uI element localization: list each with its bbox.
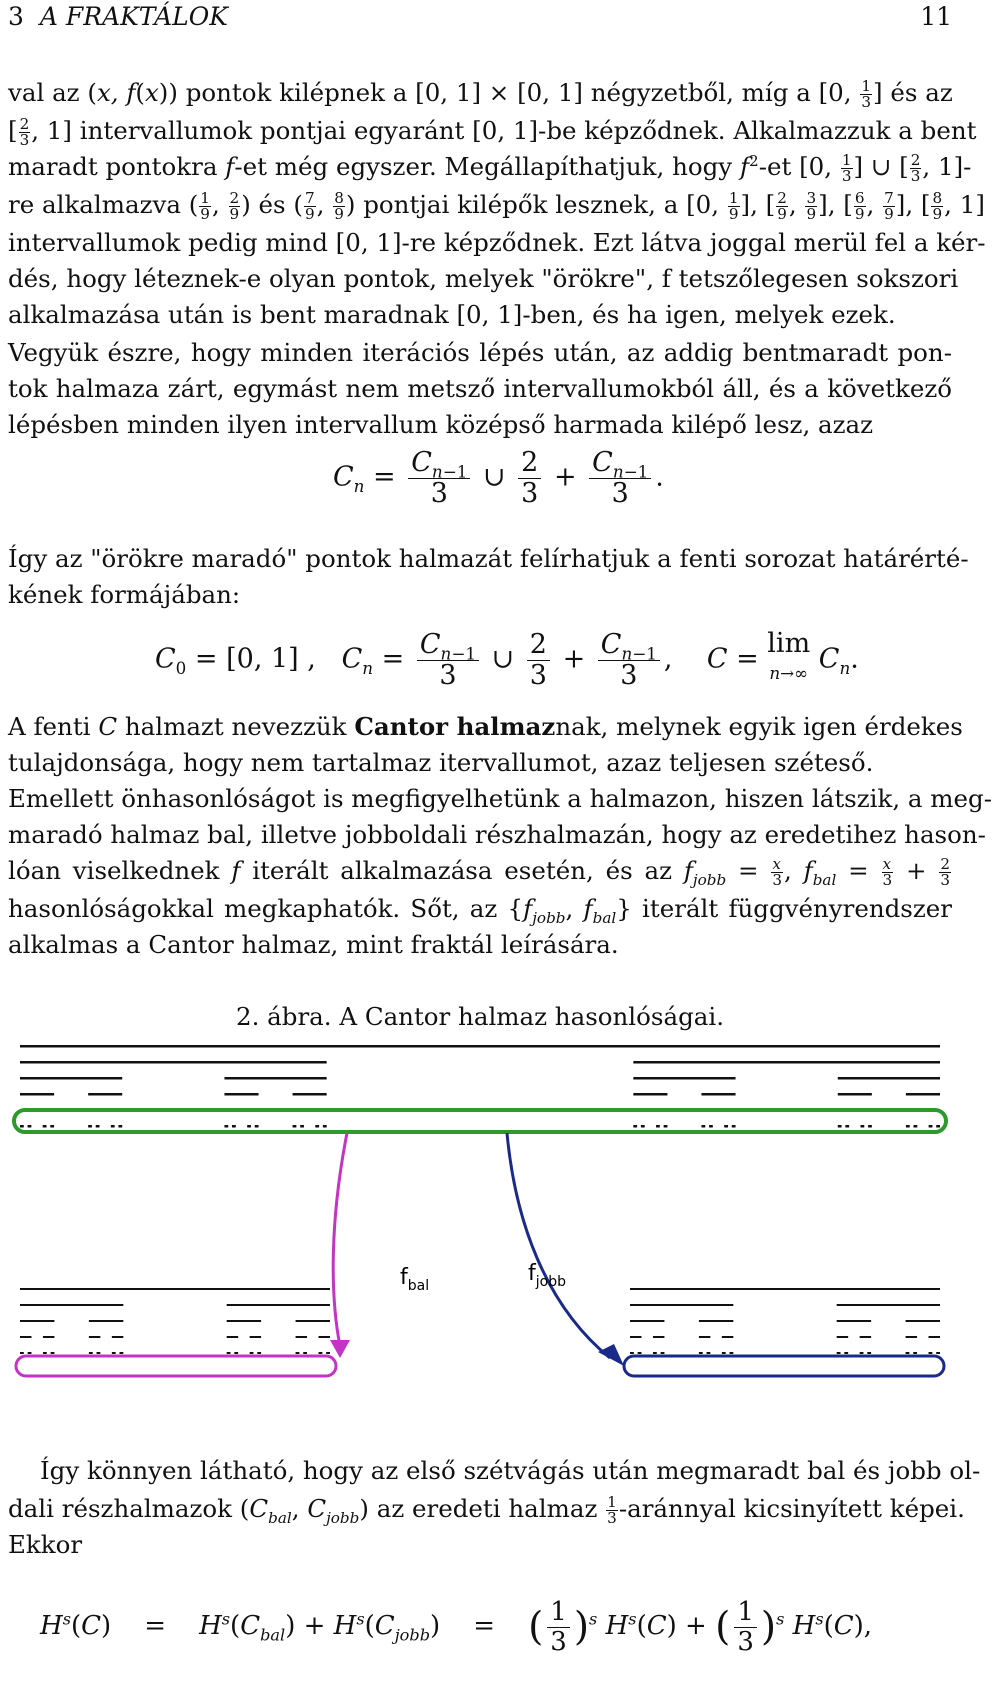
cantor-segment [837,1304,940,1306]
cantor-segment [653,1336,664,1338]
cantor-segment [936,1125,940,1128]
cantor-segment [43,1352,47,1354]
cantor-segment [707,1352,711,1354]
cantor-segment [732,1125,736,1128]
cantor-segment [28,1352,32,1354]
cantor-segment [20,1045,940,1048]
cantor-segment [633,1061,940,1064]
cantor-segment [656,1125,660,1128]
cantor-segment [250,1352,254,1354]
cantor-segment [326,1352,330,1354]
cantor-segment [699,1336,710,1338]
arrow-f-jobb [507,1133,610,1358]
cantor-segment [906,1336,917,1338]
cantor-segment [88,1125,92,1128]
text-line: Ekkor [8,1530,83,1559]
text-line: lóan viselkednek f iterált alkalmazása esetén, és az $f_{jobb}$ = $\frac{x}{3}$ , $f_{bal}$ = $\frac{x}{3}$ + $\frac{2}{3}$ [8,854,950,889]
cantor-segment [630,1320,664,1322]
cantor-segment [661,1352,665,1354]
cantor-segment [20,1077,122,1080]
cantor-segment [929,1125,933,1128]
cantor-segment [724,1125,728,1128]
cantor-segment [303,1352,307,1354]
cantor-figure [0,1040,960,1420]
cantor-segment [20,1288,330,1290]
cantor-segment [20,1320,54,1322]
cantor-segment [709,1125,713,1128]
text-line: intervallumok pedig mind [0, 1]-re képződnek. Ezt látva joggal merül fel a kér- [8,228,986,257]
cantor-segment [837,1320,871,1322]
cantor-segment [641,1125,645,1128]
cantor-segment [296,1336,307,1338]
cantor-segment [868,1125,872,1128]
text-line: lépésben minden ilyen intervallum középső harmada kilépő lesz, azaz [8,410,874,439]
text-line: Így könnyen látható, hogy az első szétvágás után megmaradt bal és jobb ol- [40,1456,981,1485]
cantor-segment [630,1288,940,1290]
highlight-magenta [16,1356,336,1376]
cantor-segment [699,1320,733,1322]
cantor-segment [936,1352,940,1354]
cantor-segment [43,1336,54,1338]
arrowhead-f-bal [330,1340,350,1358]
highlight-navy [624,1356,944,1376]
highlight-green [14,1110,946,1132]
cantor-segment [913,1352,917,1354]
cantor-segment [232,1125,236,1128]
page: 3 A FRAKTÁLOK 11 val az (x, f(x)) pontok kilépnek a [0, 1] × [0, 1] négyzetből, míg a [0, $\frac{1}{3}$ ] és az [ $\frac{2}{3}$ , 1] intervallumok pontjai egyaránt [0, 1]-be képződnek. Alkalmazzuk a bent maradt pontokra f-et még egyszer. Megállapíthatjuk, hogy $f^2-et$ [0, $\frac{1}{3}$ ] ∪ [ $\frac{2}{3}$ , 1]- re alkalmazva ( $\frac{1}{9}$ , $\frac{2}{9}$ ) és ( $\frac{7}{9}$ , $\frac{8}{9}$ ) pontjai kilépők lesznek, a [0, $\frac{1}{9}$ ], [ $\frac{2}{9}$ , $\frac{3}{9}$ ], [ $\frac{6}{9}$ , $\frac{7}{9}$ ], [ $\frac{8}{9}$ , 1] intervallumok pedig mind [0, 1]-re képződnek. Ezt látva joggal merül fel a kér- dés, hogy léteznek-e olyan pontok, melyek "örökre", f tetszőlegesen sokszori alkalmazása után is bent maradnak [0, 1]-ben, és ha igen, melyek ezek. Vegyük észre, hogy minden iterációs lépés után, az addig bentmaradt pon- tok halmaza zárt, egymást nem metsző intervallumokból áll, és a következő lépésben minden ilyen intervallum középső harmada kilépő lesz, azaz $C_n$ = $\frac{C_{n-1}}{3}$ ∪ $\frac{2}{3}$ + $\frac{C_{n-1}}{3}$ . Így az "örökre maradó" pontok halmazát felírhatjuk a fenti sorozat határérté- kének formájában: $C_0 = [0$, 1] , $C_n$ = $\frac{C_{n-1}}{3}$ ∪ $\frac{2}{3}$ + $\frac{C_{n-1}}{3}$ , C = lim n→∞ $C_n$. A fenti C halmazt nevezzük Cantor halmaznak, melynek egyik igen érdekes tulajdonsága, hogy nem tartalmaz itervallumot, azaz teljesen széteső. Emellett önhasonlóságot is megfigyelhetünk a halmazon, hiszen látszik, a meg- maradó halmaz bal, illetve jobboldali részhalmazán, hogy az eredetihez hason- lóan viselkednek f iterált alkalmazása esetén, és az $f_{jobb}$ = $\frac{x}{3}$ , $f_{bal}$ = $\frac{x}{3}$ + $\frac{2}{3}$ hasonlóságokkal megkaphatók. Sőt, az {$f_{jobb}$, $f_{bal}$} iterált függvényrendszer alkalmas a Cantor halmaz, mint fraktál leírására. 2. ábra. A Cantor halmaz hasonlóságai. $f_{bal}$ $f_{jobb}$ Így könnyen látható, hogy az első szétvágás után megmaradt bal és jobb ol- dali részhalmazok ($C_{bal}$, $C_{jobb}$) az eredeti halmaz $\frac{1}{3}$ -aránnyal kicsinyített képei. Ekkor $H^s(C)$ = $H^s(C_{bal}) + H^s(C_{jobb})$ = ( $\frac{1}{3}$ )$^s$ $H^s(C)$ + ( $\frac{1}{3}$ )$^s$ $H^s(C)$, [0,0,960,1693]
cantor-left-stack [20,1288,330,1354]
text-line: tok halmaza zárt, egymást nem metsző intervallumokból áll, és a következő [8,374,952,403]
page-header [8,2,952,38]
cantor-segment [257,1352,261,1354]
cantor-segment [247,1125,251,1128]
cantor-segment [630,1336,641,1338]
cantor-segment [224,1125,228,1128]
text-line: dali részhalmazok ($C_{bal}$, $C_{jobb}$) az eredeti halmaz $\frac{1}{3}$ -aránnyal kicsinyített képei. [8,1492,965,1527]
cantor-segment [701,1093,735,1096]
chapter-heading [8,2,228,31]
text-line: A fenti C halmazt nevezzük Cantor halmaznak, melynek egyik igen érdekes [8,712,963,741]
cantor-segment [89,1336,100,1338]
label-f-jobb: $f_{jobb}$ [528,1261,566,1290]
cantor-segment [906,1093,940,1096]
cantor-segment [722,1352,726,1354]
cantor-top-stack [20,1045,940,1128]
arrow-f-bal [333,1133,347,1346]
cantor-segment [97,1352,101,1354]
cantor-segment [315,1125,319,1128]
text-line: maradt pontokra f-et még egyszer. Megállapíthatjuk, hogy $f^2-et$ [0, $\frac{1}{3}$ ] ∪ [ $\frac{2}{3}$ , 1]- [8,150,972,185]
cantor-segment [929,1336,940,1338]
cantor-segment [20,1336,31,1338]
cantor-segment [867,1352,871,1354]
text-line: [ $\frac{2}{3}$ , 1] intervallumok pontjai egyaránt [0, 1]-be képződnek. Alkalmazzuk a bent [8,114,977,149]
cantor-segment [906,1125,910,1128]
cantor-segment [633,1077,735,1080]
cantor-right-stack [630,1288,940,1354]
cantor-segment [319,1336,330,1338]
cantor-segment [227,1320,261,1322]
cantor-segment [860,1336,871,1338]
label-f-bal: $f_{bal}$ [400,1265,430,1294]
text-line: re alkalmazva ( $\frac{1}{9}$ , $\frac{2}{9}$ ) és ( $\frac{7}{9}$ , $\frac{8}{9}$ ) pontjai kilépők lesznek, a [0, $\frac{1}{9}$ ], [ $\frac{2}{9}$ , $\frac{3}{9}$ ], [ $\frac{6}{9}$ , $\frac{7}{9}$ ], [ $\frac{8}{9}$ , 1] [8,188,985,223]
cantor-segment [227,1336,238,1338]
cantor-segment [227,1352,231,1354]
cantor-segment [633,1125,637,1128]
cantor-segment [838,1093,872,1096]
cantor-segment [255,1125,259,1128]
cantor-segment [88,1093,122,1096]
cantor-segment [111,1125,115,1128]
text-line: Emellett önhasonlóságot is megfigyelhetünk a halmazon, hiszen látszik, a meg- [8,784,992,813]
arrowhead-f-jobb [598,1344,624,1366]
figure-caption: 2. ábra. A Cantor halmaz hasonlóságai. [236,1002,724,1031]
cantor-segment [20,1093,54,1096]
cantor-segment [296,1352,300,1354]
cantor-segment [638,1352,642,1354]
cantor-segment [120,1352,124,1354]
text-line: alkalmazása után is bent maradnak [0, 1]-ben, és ha igen, melyek ezek. [8,300,896,329]
cantor-segment [929,1352,933,1354]
cantor-segment [319,1352,323,1354]
cantor-segment [653,1352,657,1354]
cantor-segment [844,1352,848,1354]
cantor-segment [860,1125,864,1128]
cantor-segment [20,1352,24,1354]
cantor-segment [51,1352,55,1354]
cantor-segment [96,1125,100,1128]
cantor-segment [224,1093,258,1096]
cantor-segment [250,1336,261,1338]
cantor-segment [633,1093,667,1096]
cantor-segment [837,1352,841,1354]
cantor-segment [701,1125,705,1128]
cantor-segment [300,1125,304,1128]
fraction: $\frac{1}{3}$ [861,76,872,111]
cantor-segment [860,1352,864,1354]
chapter-title: A FRAKTÁLOK [39,2,228,31]
text-line: dés, hogy léteznek-e olyan pontok, melyek "örökre", f tetszőlegesen sokszori [8,264,959,293]
cantor-segment [293,1125,297,1128]
cantor-segment [630,1352,634,1354]
cantor-segment [906,1352,910,1354]
page-number: 11 [920,2,952,31]
text-line: kének formájában: [8,580,241,609]
text-line: tulajdonsága, hogy nem tartalmaz itervallumot, azaz teljesen széteső. [8,748,874,777]
cantor-segment [730,1352,734,1354]
cantor-segment [50,1125,54,1128]
cantor-segment [112,1352,116,1354]
chapter-number: 3 [8,2,24,31]
text-line: Vegyük észre, hogy minden iterációs lépés után, az addig bentmaradt pon- [8,338,952,367]
fraction: $\frac{2}{3}$ [19,114,30,149]
cantor-segment [112,1336,123,1338]
text-line: hasonlóságokkal megkaphatók. Sőt, az {$f_{jobb}$, $f_{bal}$} iterált függvényrendszer [8,894,952,927]
cantor-segment [20,1061,327,1064]
cantor-segment [838,1125,842,1128]
cantor-segment [20,1125,24,1128]
cantor-segment [118,1125,122,1128]
text-line: maradó halmaz bal, illetve jobboldali részhalmazán, hogy az eredetihez hason- [8,820,986,849]
cantor-segment [837,1336,848,1338]
cantor-segment [664,1125,668,1128]
cantor-segment [630,1304,733,1306]
cantor-segment [20,1304,123,1306]
text-line: alkalmas a Cantor halmaz, mint fraktál leírására. [8,930,619,959]
cantor-segment [89,1320,123,1322]
cantor-segment [296,1320,330,1322]
cantor-segment [227,1304,330,1306]
cantor-segment [89,1352,93,1354]
cantor-segment [234,1352,238,1354]
cantor-segment [722,1336,733,1338]
cantor-segment [293,1093,327,1096]
cantor-segment [43,1125,47,1128]
cantor-segment [323,1125,327,1128]
cantor-segment [906,1320,940,1322]
cantor-segment [28,1125,32,1128]
text-line: val az (x, f(x)) pontok kilépnek a [0, 1] × [0, 1] négyzetből, míg a [0, $\frac{1}{3}$ ] és az [8,76,953,111]
cantor-segment [913,1125,917,1128]
cantor-segment [845,1125,849,1128]
text-line: Így az "örökre maradó" pontok halmazát felírhatjuk a fenti sorozat határérté- [8,544,969,573]
cantor-segment [224,1077,326,1080]
cantor-segment [838,1077,940,1080]
cantor-segment [699,1352,703,1354]
